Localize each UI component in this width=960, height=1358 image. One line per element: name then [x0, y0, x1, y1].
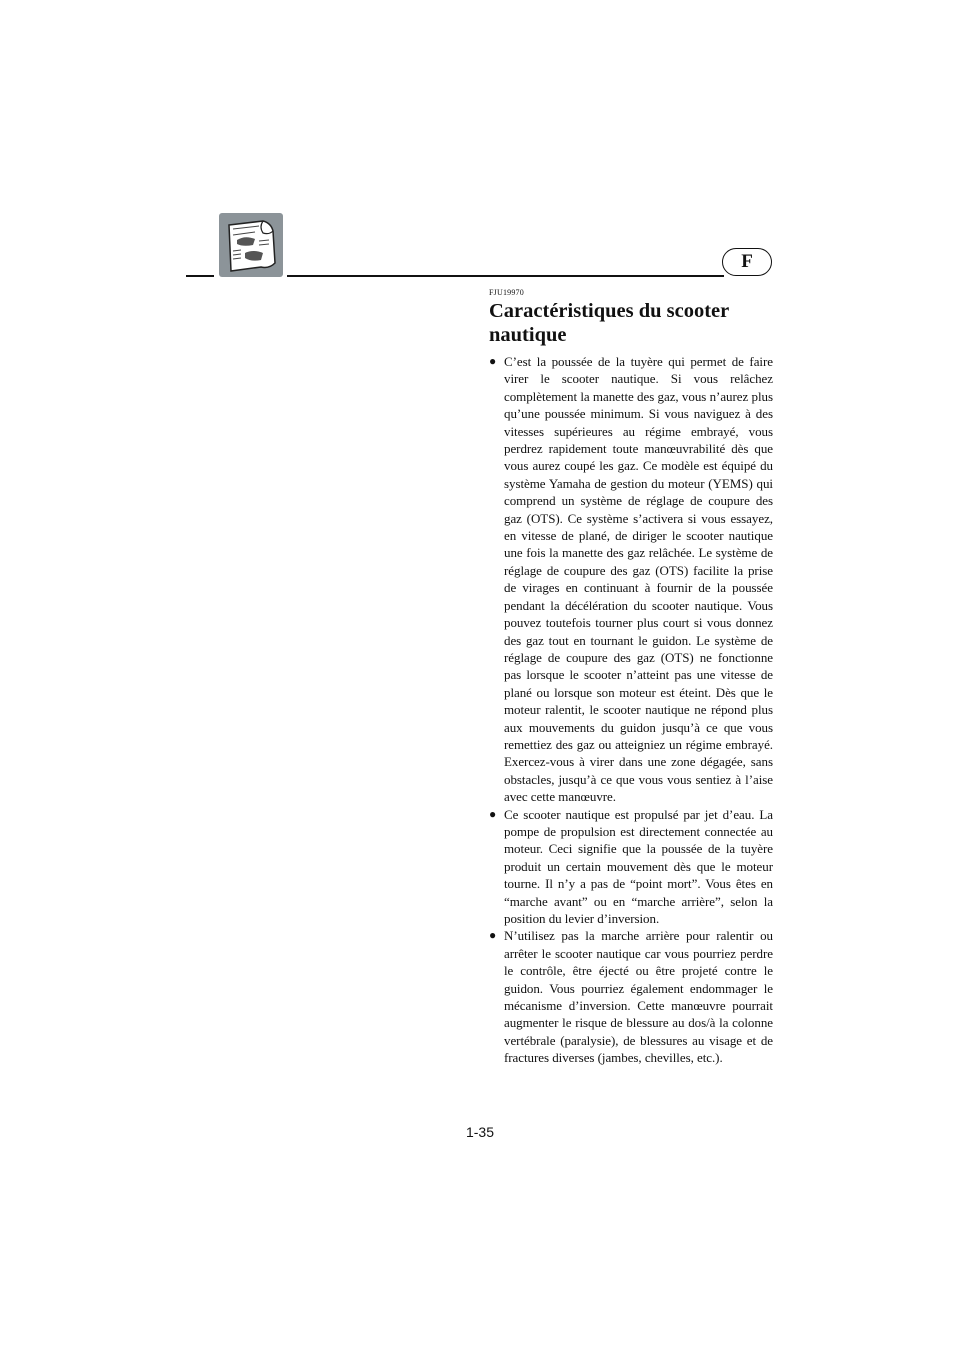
page-number: 1-35 [465, 1124, 495, 1140]
list-item-text: C’est la poussée de la tuyère qui permet de faire virer le scooter nautique. Si vous relâchez complètement la manette des gaz, vous n’aurez plus qu’une poussée minimum. Si vous naviguez à des vitesses supérieures au régime embrayé, vous perdrez rapidement toute manœuvrabilité dès que vous aurez coupé les gaz. Ce modèle est équipé du système Yamaha de gestion du moteur (YEMS) qui comprend un système de réglage de coupure des gaz (OTS). Ce système s’activera si vous essayez, en vitesse de plané, de diriger le scooter nautique une fois la manette des gaz relâchée. Le système de réglage de coupure des gaz (OTS) facilite la prise de virages en continuant à fournir de la poussée pendant la décélération du scooter nautique. Vous pouvez toutefois tourner plus court si vous donnez des gaz tout en tournant le guidon. Le système de réglage de coupure des gaz (OTS) ne fonctionne pas lorsque le scooter n’atteint pas une vitesse de plané ou lorsque son moteur est éteint. Dès que le moteur ralentit, le scooter nautique ne répond plus aux mouvements du guidon jusqu’à ce que vous remettiez des gaz ou atteigniez un régime embrayé. Exercez-vous à virer dans une zone dégagée, sans obstacles, jusqu’à ce que vous vous sentiez à l’aise avec cette manœuvre. [504, 354, 773, 805]
list-item-text: N’utilisez pas la marche arrière pour ralentir ou arrêter le scooter nautique car vous pourriez perdre le contrôle, être éjecté ou être projeté contre le guidon. Vous pourriez également endommager le mécanisme d’inversion. Cette manœuvre pourrait augmenter le risque de blessure au dos/à la colonne vertébrale (paralysie), de blessures au visage et de fractures diverses (jambes, chevilles, etc.). [504, 928, 773, 1066]
language-badge: F [722, 248, 772, 276]
header-rule-left [186, 275, 214, 277]
bullet-icon: ● [489, 806, 497, 821]
bullet-icon: ● [489, 928, 497, 943]
list-item [489, 927, 773, 1066]
list-item [489, 353, 773, 806]
bullet-list [489, 353, 773, 1067]
section-title: Caractéristiques du scooter nautique [489, 300, 729, 346]
manual-book-icon [219, 213, 283, 277]
bullet-icon: ● [489, 354, 497, 368]
header-rule-right [287, 275, 724, 277]
section-content [489, 288, 773, 1067]
list-item [489, 806, 773, 928]
section-code: FJU19970 [489, 288, 524, 297]
list-item-text: Ce scooter nautique est propulsé par jet d’eau. La pompe de propulsion est directement connectée au moteur. Ceci signifie que la poussée de la tuyère produit un certain mouvement dès que le moteur tourne. Il n’y a pas de “point mort”. Vous êtes en “marche avant” ou en “marche arrière”, selon la position du levier d’inversion. [504, 806, 773, 926]
